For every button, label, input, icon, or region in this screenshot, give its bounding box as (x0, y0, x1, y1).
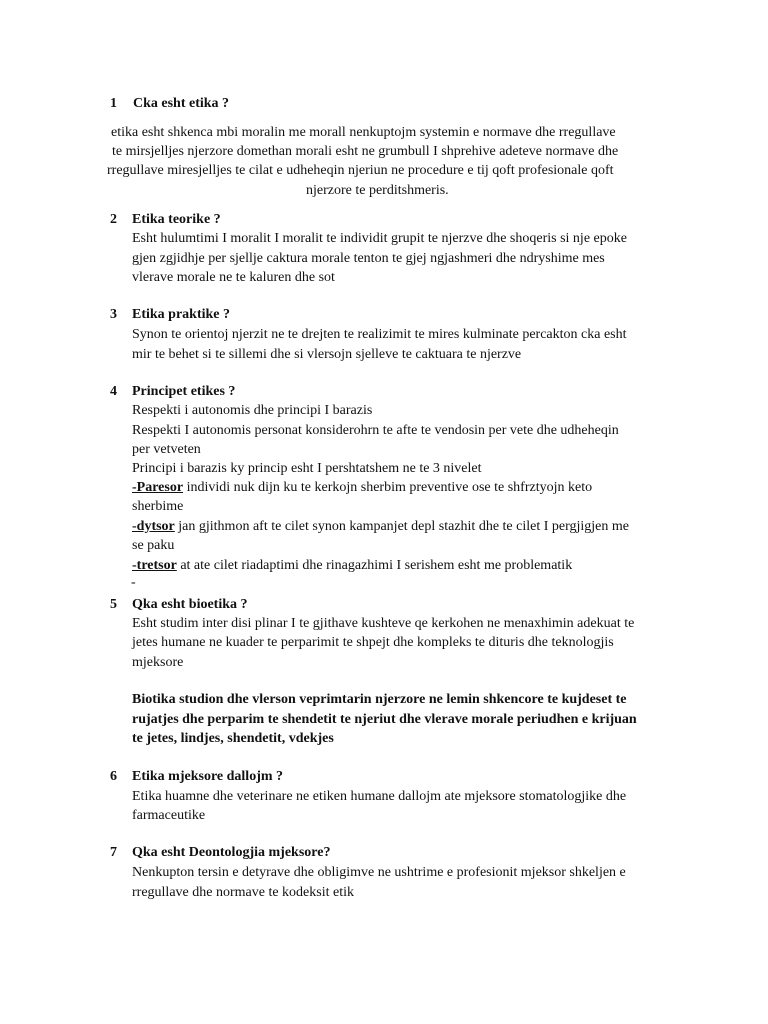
question-heading: Qka esht bioetika ? (132, 597, 248, 612)
question-heading: Cka esht etika ? (133, 96, 230, 111)
answer-line: jetes humane ne kuader te perparimit te shpejt dhe kompleks te dituris dhe teknologjis (132, 635, 614, 650)
answer-line: gjen zgjidhje per sjellje caktura morale tenton te gjej ngjashmeri dhe ndryshime mes (132, 251, 605, 266)
answer-line: farmaceutike (132, 808, 206, 823)
answer-line: vlerave morale ne te kaluren dhe sot (132, 270, 335, 285)
answer-line: mjeksore (132, 655, 184, 670)
question-heading: Etika teorike ? (132, 212, 221, 227)
question-heading: Etika praktike ? (132, 307, 231, 322)
item-number: 5 (110, 597, 117, 612)
level-line (132, 517, 629, 536)
level-term: -Paresor (132, 480, 184, 495)
bold-answer-line: te jetes, lindjes, shendetit, vdekjes (132, 731, 334, 746)
question-heading: Principet etikes ? (132, 384, 236, 399)
item-number: 4 (110, 384, 117, 399)
bold-answer-line: rujatjes dhe perparim te shendetit te njeriut dhe vlerave morale periudhen e krijuan (132, 712, 637, 727)
item-number: 2 (110, 212, 117, 227)
answer-line: te mirsjelljes njerzore domethan morali esht ne grumbull I shprehive adeteve normave dhe (112, 144, 619, 159)
level-text: at ate cilet riadaptimi dhe rinagazhimi I serishem esht me problematik (176, 558, 573, 573)
answer-line: per vetveten (132, 442, 201, 457)
level-text: individi nuk dijn ku te kerkojn sherbim preventive ose te shfrztyojn keto (183, 480, 593, 495)
question-heading: Etika mjeksore dallojm ? (132, 769, 284, 784)
bold-answer-line: Biotika studion dhe vlerson veprimtarin njerzore ne lemin shkencore te kujdeset te (132, 692, 627, 707)
stray-dash: - (131, 575, 136, 590)
answer-line: rregullave miresjelljes te cilat e udheheqin njeriun ne procedure e tij qoft profesionale qoft (107, 163, 614, 178)
item-number: 1 (110, 96, 117, 111)
answer-line: rregullave dhe normave te kodeksit etik (132, 885, 354, 900)
level-term: -tretsor (132, 558, 177, 573)
answer-line: Etika huamne dhe veterinare ne etiken humane dallojm ate mjeksore stomatologjike dhe (132, 789, 627, 804)
item-number: 7 (110, 845, 117, 860)
item-number: 6 (110, 769, 117, 784)
level-line (132, 556, 572, 575)
answer-line: Nenkupton tersin e detyrave dhe obligimve ne ushtrime e profesionit mjeksor shkeljen e (132, 865, 626, 880)
level-text: jan gjithmon aft te cilet synon kampanjet depl stazhit dhe te cilet I pergjigjen me (174, 519, 630, 534)
answer-line: Esht hulumtimi I moralit I moralit te individit grupit te njerzve dhe shoqeris si nje epoke (132, 231, 627, 246)
level-line (132, 478, 592, 497)
answer-line: Principi i barazis ky princip esht I pershtatshem ne te 3 nivelet (132, 461, 482, 476)
level-continuation: sherbime (132, 499, 184, 514)
answer-line: Synon te orientoj njerzit ne te drejten te realizimit te mires kulminate percakton cka esht (132, 327, 627, 342)
level-term: -dytsor (132, 519, 175, 534)
answer-line: Esht studim inter disi plinar I te gjithave kushteve qe kerkohen ne menaxhimin adekuat te (132, 616, 635, 631)
answer-line: mir te behet si te sillemi dhe si vlersojn sjelleve te caktuara te njerzve (132, 347, 522, 362)
item-number: 3 (110, 307, 117, 322)
level-continuation: se paku (132, 538, 175, 553)
question-heading: Qka esht Deontologjia mjeksore? (132, 845, 331, 860)
answer-line: Respekti I autonomis personat konsiderohrn te afte te vendosin per vete dhe udheheqin (132, 423, 619, 438)
answer-line: njerzore te perditshmeris. (306, 183, 449, 198)
answer-line: etika esht shkenca mbi moralin me morall nenkuptojm systemin e normave dhe rregullave (111, 125, 616, 140)
answer-line: Respekti i autonomis dhe principi I barazis (132, 403, 373, 418)
